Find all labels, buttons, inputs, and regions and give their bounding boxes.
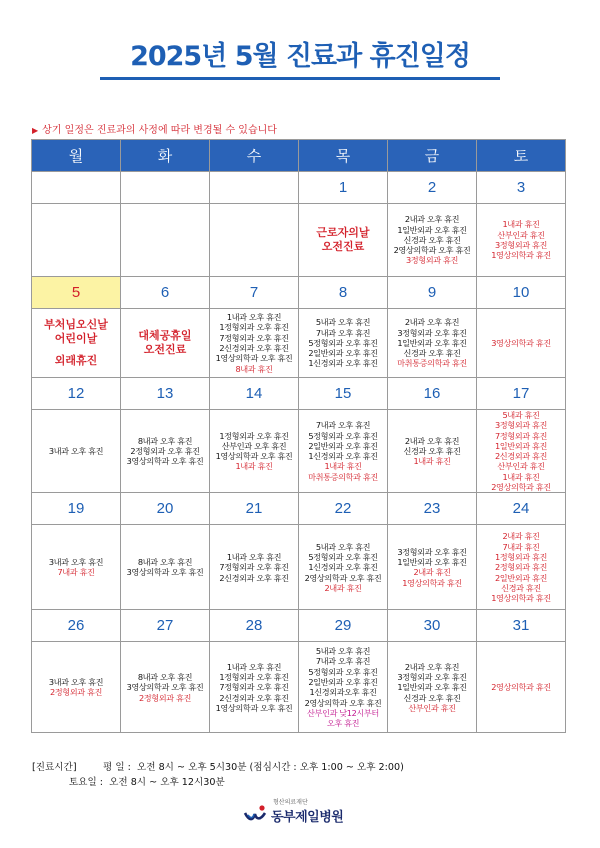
hospital-logo-icon [243,805,269,823]
closure-entry: 1정형외과 오후 휴진 [219,430,289,441]
schedule-row [32,525,566,610]
date-cell: 22 [299,493,388,525]
closure-entry: 1일반외과 오후 휴진 [397,337,467,348]
closure-entry: 3정형외과 오후 휴진 [397,546,467,557]
schedule-cell [299,525,388,610]
closure-entry: 산부인과 휴진 [497,461,545,472]
closure-entry: 1신경외과 오후 휴진 [308,358,378,369]
hospital-name: 동부제일병원 [271,810,344,825]
date-row [32,277,566,309]
schedule-cell [388,309,477,378]
schedule-cell [32,309,121,378]
closure-entry: 1내과 휴진 [502,219,540,230]
closure-entry: 3내과 오후 휴진 [48,557,104,568]
weekday-header: 수 [210,140,299,172]
date-cell: 30 [388,610,477,642]
closure-entry: 1내과 휴진 [235,461,273,472]
closure-entry: 7정형외과 오후 휴진 [219,332,289,343]
closure-entry: 2일반외과 휴진 [494,572,548,583]
saturday-hours: 오전 8시 ~ 오후 12시30분 [109,777,225,788]
holiday-label: 오전진료 [143,343,187,356]
date-cell: 16 [388,378,477,410]
schedule-cell [388,525,477,610]
holiday-note: 외래휴진 [54,354,98,367]
closure-entry: 마취통증의학과 휴진 [397,358,467,369]
closure-entry: 1영상의학과 오후 휴진 [215,702,293,713]
weekday-label: 평 일 : [103,762,131,773]
date-row [32,172,566,204]
date-cell: 13 [121,378,210,410]
closure-entry: 2영상의학과 오후 휴진 [304,572,382,583]
schedule-cell [32,204,121,277]
holiday-label: 오전진료 [321,240,365,253]
closure-entry: 2신경외과 오후 휴진 [219,572,289,583]
closure-entry: 7정형외과 휴진 [494,430,548,441]
schedule-cell [477,642,566,733]
hours-label: [진료시간] [32,762,77,773]
closure-entry: 2내과 오후 휴진 [404,661,460,672]
date-row [32,378,566,410]
schedule-cell [477,410,566,493]
date-cell: 14 [210,378,299,410]
closure-entry: 2신경외과 오후 휴진 [219,692,289,703]
weekday-hours: 오전 8시 ~ 오후 5시30분 (점심시간 : 오후 1:00 ~ 오후 2:00) [136,762,404,773]
date-cell: 15 [299,378,388,410]
date-cell: 20 [121,493,210,525]
closure-entry: 3정형외과 휴진 [405,255,459,266]
closure-entry: 1정형외과 오후 휴진 [219,671,289,682]
closure-entry: 산부인과 낮12시부터 [307,707,379,718]
schedule-cell [121,410,210,493]
hospital-logo [243,797,383,827]
closure-entry: 1일반외과 오후 휴진 [397,224,467,235]
closure-entry: 7내과 휴진 [502,541,540,552]
closure-entry: 5내과 오후 휴진 [315,646,371,657]
notice-text: 상기 일정은 진료과의 사정에 따라 변경될 수 있습니다 [42,125,277,136]
calendar-body [32,172,566,733]
closure-entry: 2영상의학과 오후 휴진 [304,697,382,708]
holiday-label: 부처님오신날 [44,318,108,331]
closure-entry: 5내과 휴진 [502,410,540,420]
clinic-hours [32,760,404,790]
closure-entry: 2정형외과 휴진 [494,562,548,573]
closure-entry: 1내과 휴진 [502,471,540,482]
closure-entry: 3정형외과 휴진 [494,420,548,431]
closure-entry: 2내과 오후 휴진 [404,435,460,446]
closure-entry: 3영상의학과 오후 휴진 [126,682,204,693]
weekday-header-row [32,140,566,172]
weekday-header: 월 [32,140,121,172]
date-cell: 17 [477,378,566,410]
schedule-cell [299,204,388,277]
closure-entry: 1영상의학과 오후 휴진 [215,353,293,364]
closure-entry: 2영상의학과 휴진 [491,682,551,693]
date-cell: 12 [32,378,121,410]
closure-entry: 1내과 오후 휴진 [226,312,282,323]
closure-entry: 2일반외과 오후 휴진 [308,677,378,688]
date-cell: 29 [299,610,388,642]
closure-entry: 1영상의학과 휴진 [491,593,551,604]
schedule-cell [121,204,210,277]
schedule-cell [210,309,299,378]
schedule-cell [388,410,477,493]
closure-entry: 1영상의학과 오후 휴진 [215,451,293,462]
closure-entry: 2정형외과 오후 휴진 [130,446,200,457]
schedule-cell [210,204,299,277]
date-row [32,493,566,525]
date-cell: 2 [388,172,477,204]
closure-entry: 2내과 휴진 [324,582,362,593]
date-cell: 28 [210,610,299,642]
closure-entry: 2내과 휴진 [502,531,540,542]
closure-entry: 3정형외과 휴진 [494,240,548,250]
closure-entry: 산부인과 휴진 [408,702,456,713]
closure-entry: 8내과 오후 휴진 [137,435,193,446]
closure-entry: 산부인과 휴진 [497,229,545,240]
closure-entry: 3정형외과 오후 휴진 [397,671,467,682]
closure-entry: 1신경외과 오후 휴진 [308,451,378,462]
date-cell: 5 [32,277,121,309]
date-cell [210,172,299,204]
closure-entry: 7내과 오후 휴진 [315,327,371,338]
closure-entry: 1정형외과 휴진 [494,551,548,562]
closure-entry: 2신경외과 오후 휴진 [219,343,289,353]
date-cell: 21 [210,493,299,525]
schedule-cell [121,309,210,378]
closure-entry: 2내과 휴진 [413,567,451,578]
schedule-cell [477,525,566,610]
closure-entry: 2내과 오후 휴진 [404,214,460,225]
closure-entry: 5정형외과 오후 휴진 [308,337,378,348]
holiday-label: 근로자의날 [316,226,370,239]
closure-entry: 오후 휴진 [326,718,360,729]
date-cell: 26 [32,610,121,642]
date-cell: 19 [32,493,121,525]
date-cell: 23 [388,493,477,525]
closure-entry: 5정형외과 오후 휴진 [308,430,378,441]
closure-entry: 1정형외과 오후 휴진 [219,322,289,333]
closure-entry: 2내과 오후 휴진 [404,317,460,328]
schedule-row [32,204,566,277]
schedule-row [32,410,566,493]
triangle-icon: ▶ [32,126,39,135]
closure-entry: 1내과 오후 휴진 [226,661,282,672]
closure-entry: 3정형외과 오후 휴진 [397,327,467,338]
closure-entry: 1일반외과 오후 휴진 [397,557,467,568]
closure-entry: 3영상의학과 오후 휴진 [126,456,204,467]
date-row [32,610,566,642]
schedule-cell [210,642,299,733]
schedule-cell [32,525,121,610]
closure-entry: 신경과 오후 휴진 [403,348,461,359]
closure-entry: 2정형외과 휴진 [138,692,192,703]
closure-entry: 1내과 휴진 [324,461,362,472]
closure-entry: 5정형외과 오후 휴진 [308,666,378,677]
schedule-cell [477,204,566,277]
schedule-cell [388,204,477,277]
date-cell: 8 [299,277,388,309]
schedule-cell [210,525,299,610]
schedule-cell [121,642,210,733]
closure-entry: 1신경외과 오후 휴진 [308,562,378,573]
closure-entry: 2정형외과 휴진 [49,687,103,698]
schedule-cell [477,309,566,378]
closure-entry: 7내과 휴진 [57,567,95,578]
closure-entry: 2일반외과 오후 휴진 [308,348,378,359]
schedule-cell [32,410,121,493]
date-cell: 6 [121,277,210,309]
date-cell: 27 [121,610,210,642]
date-cell: 31 [477,610,566,642]
date-cell: 24 [477,493,566,525]
title-underline [100,77,500,80]
weekday-header: 목 [299,140,388,172]
closure-entry: 5내과 오후 휴진 [315,317,371,328]
saturday-label: 토요일 : [68,777,103,788]
closure-entry: 산부인과 오후 휴진 [221,440,287,451]
closure-entry: 3영상의학과 오후 휴진 [126,567,204,578]
closure-entry: 1영상의학과 휴진 [491,250,551,261]
closure-entry: 3영상의학과 휴진 [491,337,551,348]
weekday-header: 금 [388,140,477,172]
closure-entry: 1내과 휴진 [413,456,451,467]
date-cell [121,172,210,204]
holiday-label: 어린이날 [54,332,98,345]
holiday-label: 대체공휴일 [138,329,192,342]
closure-entry: 신경과 오후 휴진 [403,692,461,703]
closure-entry: 1일반외과 휴진 [494,440,548,451]
closure-entry: 신경과 오후 휴진 [403,446,461,457]
closure-entry: 5내과 오후 휴진 [315,541,371,552]
schedule-cell [121,525,210,610]
closure-entry: 2영상의학과 휴진 [491,482,551,493]
notice [32,121,277,136]
closure-entry: 2신경외과 휴진 [494,451,548,462]
closure-entry: 신경과 휴진 [501,582,541,593]
closure-entry: 1일반외과 오후 휴진 [397,682,467,693]
schedule-cell [210,410,299,493]
schedule-cell [299,309,388,378]
weekday-header: 토 [477,140,566,172]
closure-entry: 8내과 휴진 [235,363,273,374]
schedule-cell [299,410,388,493]
foundation-name: 형산의료재단 [273,799,308,806]
closure-entry: 3내과 오후 휴진 [48,446,104,457]
schedule-row [32,642,566,733]
closure-entry: 8내과 오후 휴진 [137,557,193,568]
schedule-cell [388,642,477,733]
closure-entry: 7내과 오후 휴진 [315,656,371,667]
weekday-header: 화 [121,140,210,172]
closure-entry: 2영상의학과 오후 휴진 [393,245,471,256]
date-cell: 10 [477,277,566,309]
closure-entry: 3내과 오후 휴진 [48,677,104,688]
closure-entry: 8내과 오후 휴진 [137,671,193,682]
date-cell [32,172,121,204]
date-cell: 9 [388,277,477,309]
closure-entry: 5정형외과 오후 휴진 [308,551,378,562]
closure-entry: 2일반외과 오후 휴진 [308,440,378,451]
date-cell: 7 [210,277,299,309]
schedule-row [32,309,566,378]
closure-entry: 1내과 오후 휴진 [226,551,282,562]
date-cell: 3 [477,172,566,204]
closure-entry: 1영상의학과 휴진 [402,577,462,588]
schedule-cell [32,642,121,733]
page-title: 2025년 5월 진료과 휴진일정 [130,41,470,72]
closure-entry: 신경과 오후 휴진 [403,234,461,245]
closure-entry: 7내과 오후 휴진 [315,420,371,431]
calendar-table [31,139,566,733]
closure-entry: 7정형외과 오후 휴진 [219,562,289,573]
closure-entry: 마취통증의학과 휴진 [308,471,378,482]
closure-entry: 1신경외과오후 휴진 [309,687,377,698]
closure-entry: 7정형외과 오후 휴진 [219,682,289,693]
schedule-cell [299,642,388,733]
date-cell: 1 [299,172,388,204]
